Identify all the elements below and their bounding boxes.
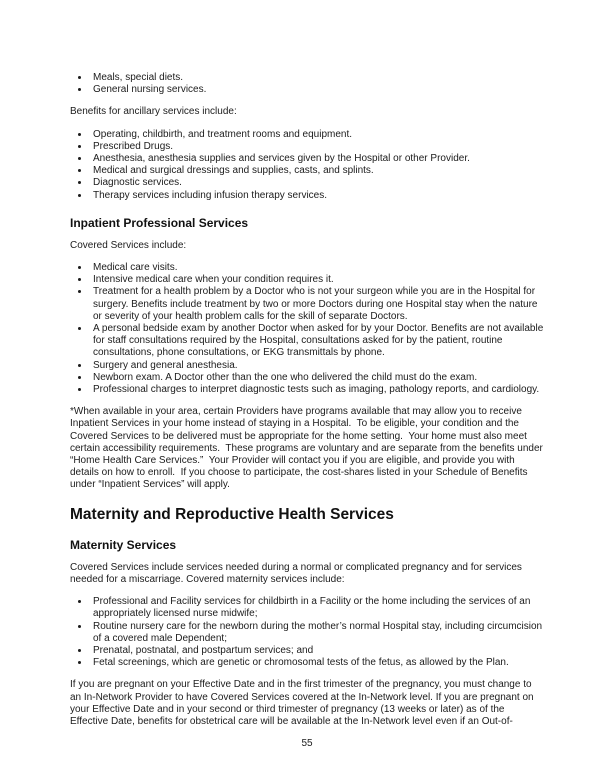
list-item: • Diagnostic services.: [90, 177, 544, 189]
list-item: • Surgery and general anesthesia.: [90, 360, 544, 372]
room-and-board-bullet-list: [70, 72, 544, 96]
maternity-covered-services-intro: Covered Services include services needed during a normal or complicated pregnancy and for services needed for a miscarriage. Covered maternity services include:: [70, 561, 522, 585]
list-item: • Treatment for a health problem by a Doctor who is not your surgeon while you are in the Hospital for surgery. Benefits include treatment by two or more Doctors during one Hospital stay when the nature or severity of your health problem calls for the skill of separate Doctors.: [90, 286, 544, 323]
list-item: • Professional and Facility services for childbirth in a Facility or the home including the services of an appropriately licensed nurse midwife;: [90, 596, 544, 620]
list-item: • Fetal screenings, which are genetic or chromosomal tests of the fetus, as allowed by the Plan.: [90, 657, 544, 669]
list-item: • Intensive medical care when your condition requires it.: [90, 274, 544, 286]
list-item: • Meals, special diets.: [90, 72, 544, 84]
list-item: • Medical care visits.: [90, 262, 544, 274]
inpatient-covered-services-intro: Covered Services include:: [70, 239, 187, 251]
list-item: • A personal bedside exam by another Doctor when asked for by your Doctor. Benefits are not available for staff consultations required by the Hospital, consultations asked for by the patient, routine consultations, phone consultations, or EKG transmittals by phone.: [90, 323, 544, 360]
list-item: • General nursing services.: [90, 84, 544, 96]
list-item: • Prenatal, postnatal, and postpartum services; and: [90, 645, 544, 657]
list-item: • Anesthesia, anesthesia supplies and services given by the Hospital or other Provider.: [90, 153, 544, 165]
list-item: • Therapy services including infusion therapy services.: [90, 190, 544, 202]
subsection-heading-maternity-services: Maternity Services: [70, 537, 177, 552]
list-item: • Professional charges to interpret diagnostic tests such as imaging, pathology reports, and cardiology.: [90, 384, 544, 396]
maternity-services-bullet-list: [70, 596, 544, 669]
page-number: 55: [301, 738, 313, 750]
list-item: • Operating, childbirth, and treatment rooms and equipment.: [90, 129, 544, 141]
ancillary-services-intro: Benefits for ancillary services include:: [70, 106, 237, 118]
list-item: • Newborn exam. A Doctor other than the one who delivered the child must do the exam.: [90, 372, 544, 384]
list-item: • Routine nursery care for the newborn during the mother’s normal Hospital stay, including circumcision of a covered male Dependent;: [90, 621, 544, 645]
ancillary-services-bullet-list: [70, 129, 544, 202]
section-heading-inpatient-professional-services: Inpatient Professional Services: [70, 215, 249, 230]
inpatient-services-bullet-list: [70, 262, 544, 396]
list-item: • Prescribed Drugs.: [90, 141, 544, 153]
pregnancy-effective-date-paragraph: If you are pregnant on your Effective Date and in the first trimester of the pregnancy, you must change to an In-Network Provider to have Covered Services covered at the In-Network level. If you are pregnant on your Effective Date and in your second or third trimester of pregnancy (13 weeks or later) as of the Effective Date, benefits for obstetrical care will be available at the In-Network level even if an Out-of-: [70, 679, 534, 727]
section-heading-maternity-reproductive: Maternity and Reproductive Health Services: [70, 505, 394, 523]
home-program-note-paragraph: *When available in your area, certain Providers have programs available that may allow you to receive Inpatient Services in your home instead of staying in a Hospital. To be eligible, your condition and the Covered Services to be delivered must be appropriate for the home setting. Your home must also meet certain accessibility requirements. These programs are voluntary and are separate from the benefits under “Home Health Care Services.” Your Provider will contact you if you are eligible, and provide you with details on how to enroll. If you choose to participate, the cost-shares listed in your Schedule of Benefits under “Inpatient Services” will apply.: [70, 406, 546, 491]
list-item: • Medical and surgical dressings and supplies, casts, and splints.: [90, 165, 544, 177]
